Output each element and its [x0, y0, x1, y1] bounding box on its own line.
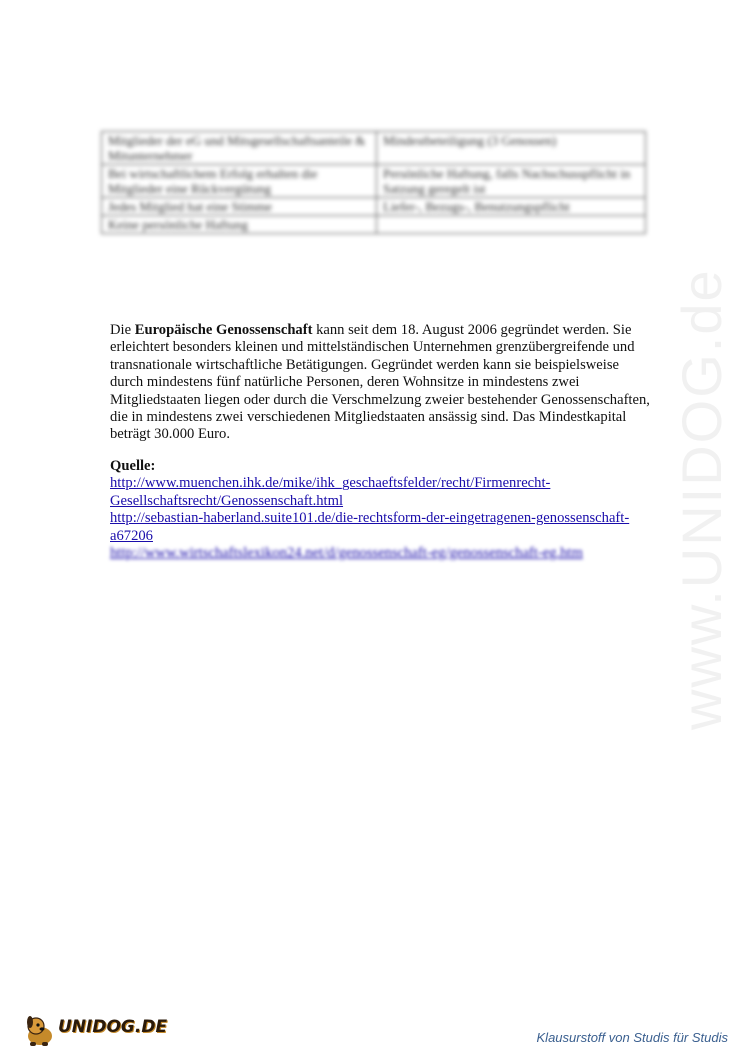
paragraph-body: kann seit dem 18. August 2006 gegründet werden. Sie erleichtert besonders kleinen und mittelständischen Unternehmen grenzübergreifende und transnationale wirtschaftliche Betätigungen. Gegründet werden kann sie beispielsweise durch mindestens fünf natürliche Personen, deren Wohnsitze in mindestens zwei Mitgliedstaaten liegen oder durch die Verschmelzung zweier bestehender Genossenschaften, die in mindestens zwei verschiedenen Mitgliedstaaten ansässig sind. Das Mindestkapital beträgt 30.000 Euro.: [110, 322, 650, 443]
table-cell: [377, 216, 646, 234]
table-cell: Persönliche Haftung, falls Nachschusspflicht in Satzung geregelt ist: [377, 165, 646, 198]
table-row: [102, 132, 646, 165]
table-row: [102, 216, 646, 234]
sources-section: [110, 458, 670, 562]
source-link-2[interactable]: http://sebastian-haberland.suite101.de/die-rechtsform-der-eingetragenen-genossenschaft-a67206: [110, 510, 630, 544]
table-row: [102, 198, 646, 216]
paragraph-bold-term: Europäische Genossenschaft: [134, 322, 313, 338]
logo-text: UNIDOG.DE: [58, 1017, 168, 1037]
table-cell: Keine persönliche Haftung: [102, 216, 377, 234]
dog-icon: [22, 1014, 62, 1048]
summary-table: [101, 131, 646, 234]
paragraph-lead: Die: [110, 322, 135, 338]
footer-tagline: Klausurstoff von Studis für Studis: [536, 1030, 728, 1045]
table-cell: Jedes Mitglied hat eine Stimme: [102, 198, 377, 216]
main-paragraph: [110, 322, 650, 444]
table-cell: Bei wirtschaftlichem Erfolg erhalten die Mitglieder eine Rückvergütung: [102, 165, 377, 198]
table-cell: Mitglieder der eG und Mitsgesellschaftsanteile & Mitunternehmer: [102, 132, 377, 165]
sources-title: Quelle:: [110, 458, 156, 474]
source-link-1[interactable]: http://www.muenchen.ihk.de/mike/ihk_geschaeftsfelder/recht/Firmenrecht-Gesellschaftsrecht/Genossenschaft.html: [110, 475, 551, 509]
watermark-text: www.UNIDOG.de: [670, 268, 733, 730]
genossenschaft-table: [101, 131, 646, 234]
source-link-3[interactable]: http://www.wirtschaftslexikon24.net/d/genossenschaft-eg/genossenschaft-eg.htm: [110, 545, 583, 562]
table-cell: Liefer-, Bezugs-, Benutzungspflicht: [377, 198, 646, 216]
table-row: [102, 165, 646, 198]
table-cell: Mindestbeteiligung (3 Genossen): [377, 132, 646, 165]
unidog-logo: [22, 1014, 168, 1048]
